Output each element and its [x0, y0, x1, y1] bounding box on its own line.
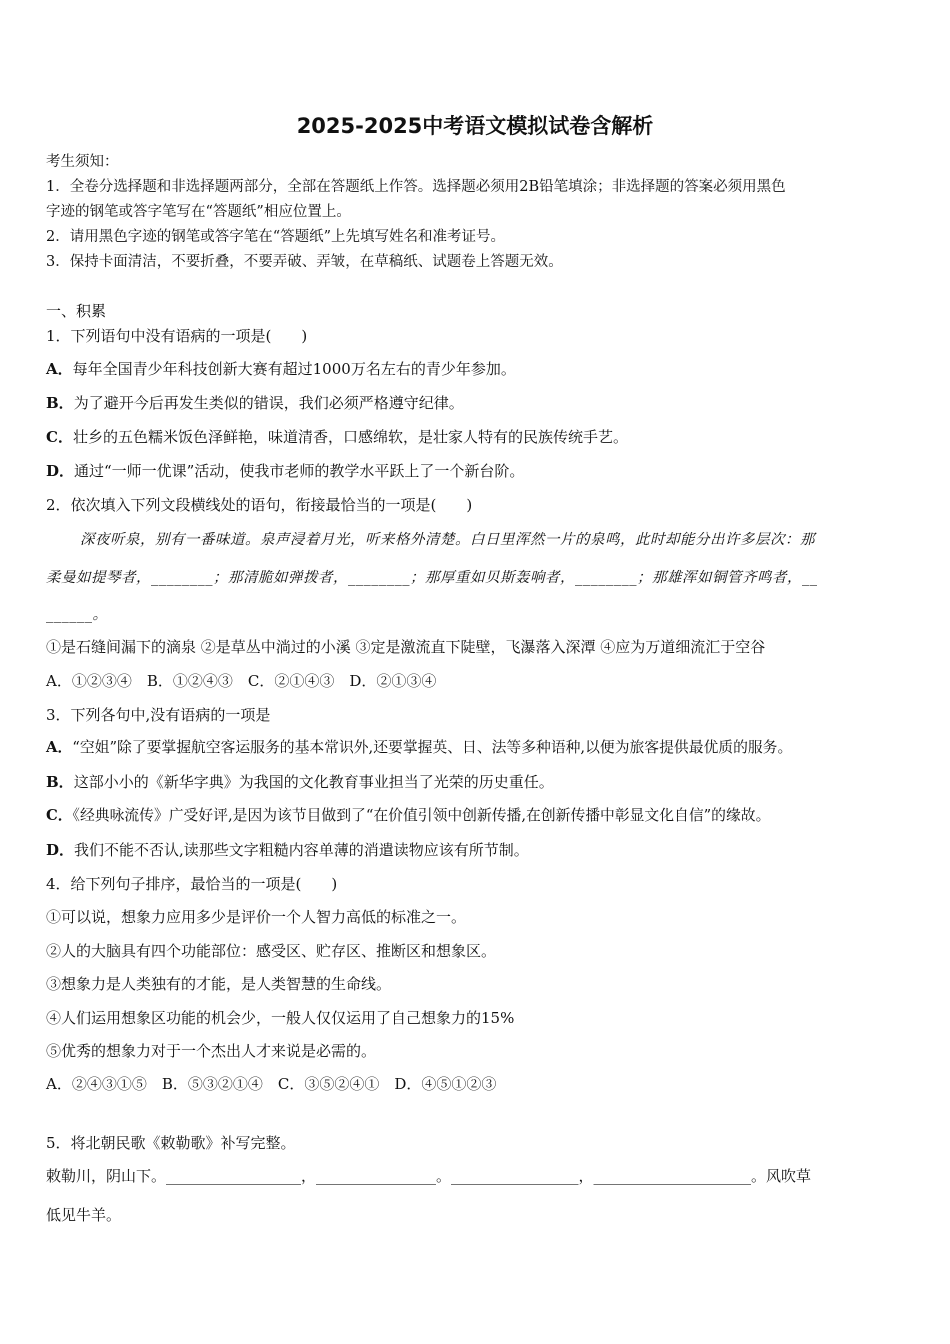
- question-3-option-c: [46, 806, 770, 826]
- page-title: 2025-2025中考语文模拟试卷含解析: [296, 114, 654, 138]
- option-letter: A．: [46, 360, 73, 378]
- question-4-sentence: ①可以说，想象力应用多少是评价一个人智力高低的标准之一。: [46, 908, 467, 926]
- question-5-line: 低见牛羊。: [46, 1206, 122, 1224]
- option-letter: B．: [46, 773, 74, 791]
- option-letter: D．: [46, 462, 75, 480]
- question-2-passage: 深夜听泉，别有一番味道。泉声浸着月光，听来格外清楚。白日里浑然一片的泉鸣，此时却能分出许多层次：那: [80, 532, 815, 548]
- question-3-option-d: [46, 840, 529, 860]
- question-4-sentence: ⑤优秀的想象力对于一个杰出人才来说是必需的。: [46, 1042, 377, 1060]
- question-2-passage: 柔曼如提琴者，________；那清脆如弹拨者，________；那厚重如贝斯轰响者，________；那雄浑如铜管齐鸣者，__: [46, 570, 818, 586]
- option-letter: C．: [46, 428, 73, 446]
- question-2-stem: 2．依次填入下列文段横线处的语句，衔接最恰当的一项是( ): [46, 496, 473, 514]
- notice-heading: 考生须知：: [46, 154, 119, 170]
- question-4-stem: 4．给下列句子排序，最恰当的一项是( ): [46, 875, 338, 893]
- question-4-options: A．②④③①⑤ B．⑤③②①④ C．③⑤②④① D．④⑤①②③: [46, 1075, 497, 1093]
- question-5-stem: 5．将北朝民歌《敕勒歌》补写完整。: [46, 1134, 296, 1152]
- option-text: 通过“一师一优课”活动，使我市老师的教学水平跃上了一个新台阶。: [74, 462, 525, 480]
- notice-item: 3．保持卡面清洁，不要折叠，不要弄破、弄皱，在草稿纸、试题卷上答题无效。: [46, 254, 563, 270]
- question-1-option-d: [46, 461, 524, 481]
- question-4-sentence: ④人们运用想象区功能的机会少，一般人仅仅运用了自己想象力的15%: [46, 1009, 515, 1027]
- option-text: “空姐”除了要掌握航空客运服务的基本常识外,还要掌握英、日、法等多种语种,以便为旅客提供最优质的服务。: [72, 739, 793, 756]
- option-letter: D．: [46, 841, 75, 859]
- option-letter: B．: [46, 394, 74, 412]
- question-1-option-a: [46, 359, 516, 379]
- notice-item: 2．请用黑色字迹的钢笔或答字笔在“答题纸”上先填写姓名和准考证号。: [46, 229, 506, 245]
- question-5-line: 敕勒川，阴山下。__________________，________________。_________________，_____________________。风吹草: [46, 1167, 812, 1185]
- option-letter: C．: [46, 807, 73, 824]
- notice-item: 1．全卷分选择题和非选择题两部分，全部在答题纸上作答。选择题必须用2B铅笔填涂；非选择题的答案必须用黑色: [46, 179, 786, 195]
- option-text: 我们不能不否认,读那些文字粗糙内容单薄的消遣读物应该有所节制。: [74, 841, 529, 859]
- question-3-stem: 3．下列各句中,没有语病的一项是: [46, 706, 271, 724]
- option-text: 为了避开今后再发生类似的错误，我们必须严格遵守纪律。: [73, 394, 464, 412]
- option-text: 每年全国青少年科技创新大赛有超过1000万名左右的青少年参加。: [72, 360, 516, 378]
- option-letter: A．: [46, 739, 73, 756]
- notice-item: 字迹的钢笔或答字笔写在“答题纸”相应位置上。: [46, 204, 351, 220]
- question-2-options: A．①②③④ B．①②④③ C．②①④③ D．②①③④: [46, 672, 437, 690]
- question-1-stem: 1．下列语句中没有语病的一项是( ): [46, 327, 308, 345]
- option-text: 这部小小的《新华字典》为我国的文化教育事业担当了光荣的历史重任。: [73, 773, 554, 791]
- question-1-option-b: [46, 393, 464, 413]
- question-3-option-b: [46, 772, 554, 792]
- question-1-option-c: [46, 427, 628, 447]
- option-text: 《经典咏流传》广受好评,是因为该节目做到了“在价值引领中创新传播,在创新传播中彰显文化自信”的缘故。: [72, 807, 771, 824]
- question-3-option-a: [46, 738, 792, 758]
- question-4-sentence: ②人的大脑具有四个功能部位：感受区、贮存区、推断区和想象区。: [46, 942, 497, 960]
- option-text: 壮乡的五色糯米饭色泽鲜艳，味道清香，口感绵软，是壮家人特有的民族传统手艺。: [72, 428, 628, 446]
- question-2-choices: ①是石缝间漏下的滴泉 ②是草丛中淌过的小溪 ③定是激流直下陡壁，飞瀑落入深潭 ④应为万道细流汇于空谷: [46, 638, 766, 656]
- section-heading: 一、积累: [46, 302, 107, 320]
- question-2-passage: ______。: [46, 607, 108, 623]
- question-4-sentence: ③想象力是人类独有的才能，是人类智慧的生命线。: [46, 975, 392, 993]
